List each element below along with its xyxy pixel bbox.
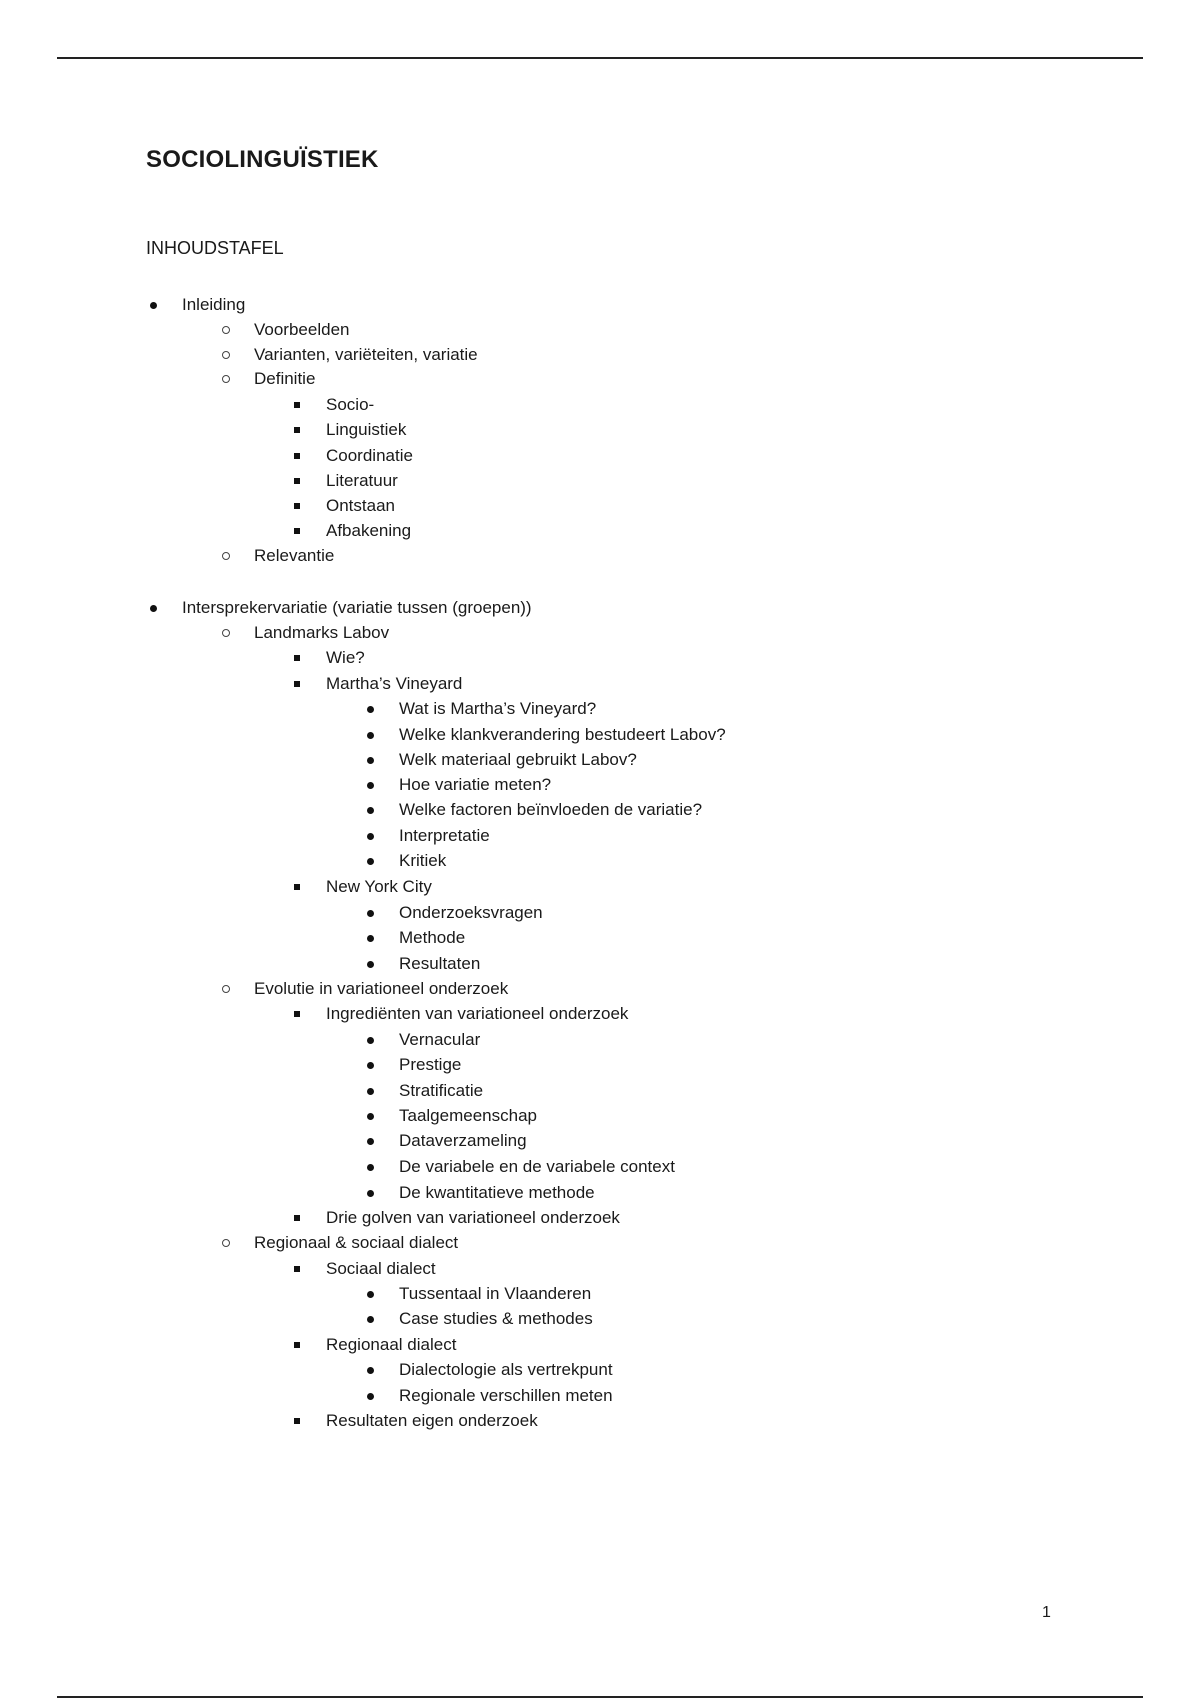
toc-item xyxy=(254,977,508,1001)
toc-item-label: Intersprekervariatie (variatie tussen (groepen)) xyxy=(182,598,532,617)
disc-bullet-icon xyxy=(150,605,157,612)
toc-item xyxy=(182,596,532,620)
toc-item xyxy=(399,798,702,822)
square-bullet-icon xyxy=(294,1418,300,1424)
toc-item xyxy=(399,824,490,848)
disc-bullet-icon xyxy=(367,1367,374,1374)
toc-item xyxy=(254,1231,458,1255)
toc-item-label: Dataverzameling xyxy=(399,1131,527,1150)
toc-item-label: Literatuur xyxy=(326,471,398,490)
toc-item-label: Resultaten xyxy=(399,954,481,973)
toc-heading: INHOUDSTAFEL xyxy=(146,238,284,258)
toc-item xyxy=(254,544,334,568)
circle-bullet-icon xyxy=(222,629,230,637)
toc-item-label: Regionaal & sociaal dialect xyxy=(254,1233,459,1252)
toc-item xyxy=(399,773,551,797)
toc-item-label: Socio- xyxy=(326,395,375,414)
disc-bullet-icon xyxy=(367,910,374,917)
disc-bullet-icon xyxy=(367,1037,374,1044)
toc-item-label: Case studies & methodes xyxy=(399,1309,593,1328)
disc-bullet-icon xyxy=(367,1088,374,1095)
toc-item xyxy=(399,952,480,976)
toc-item xyxy=(326,875,432,899)
square-bullet-icon xyxy=(294,1215,300,1221)
toc-item-label: Ontstaan xyxy=(326,496,395,515)
square-bullet-icon xyxy=(294,528,300,534)
toc-item xyxy=(254,621,389,645)
toc-item-label: New York City xyxy=(326,877,432,896)
square-bullet-icon xyxy=(294,1011,300,1017)
toc-item xyxy=(182,293,245,317)
toc-item xyxy=(326,418,406,442)
square-bullet-icon xyxy=(294,1342,300,1348)
circle-bullet-icon xyxy=(222,326,230,334)
toc-item-label: Resultaten eigen onderzoek xyxy=(326,1411,538,1430)
disc-bullet-icon xyxy=(367,1062,374,1069)
circle-bullet-icon xyxy=(222,985,230,993)
disc-bullet-icon xyxy=(367,1291,374,1298)
toc-item-label: Dialectologie als vertrekpunt xyxy=(399,1360,613,1379)
square-bullet-icon xyxy=(294,427,300,433)
square-bullet-icon xyxy=(294,884,300,890)
toc-item-label: Linguistiek xyxy=(326,420,407,439)
toc-item xyxy=(399,926,465,950)
toc-item-label: Definitie xyxy=(254,369,316,388)
square-bullet-icon xyxy=(294,503,300,509)
toc-item xyxy=(399,849,446,873)
toc-item-label: Welk materiaal gebruikt Labov? xyxy=(399,750,637,769)
toc-item xyxy=(399,748,637,772)
toc-item xyxy=(326,1257,436,1281)
toc-item-label: Martha’s Vineyard xyxy=(326,674,463,693)
toc-item xyxy=(326,444,413,468)
toc-item-label: Wat is Martha’s Vineyard? xyxy=(399,699,597,718)
toc-item xyxy=(326,646,365,670)
toc-item-label: Drie golven van variationeel onderzoek xyxy=(326,1208,620,1227)
toc-item-label: Regionale verschillen meten xyxy=(399,1386,613,1405)
disc-bullet-icon xyxy=(367,1190,374,1197)
toc-item xyxy=(399,1155,675,1179)
disc-bullet-icon xyxy=(367,757,374,764)
toc-item xyxy=(399,1358,613,1382)
toc-item-label: Ingrediënten van variationeel onderzoek xyxy=(326,1004,629,1023)
toc-item xyxy=(399,723,726,747)
toc-item xyxy=(326,494,395,518)
toc-item xyxy=(326,519,411,543)
toc-item-label: Welke klankverandering bestudeert Labov? xyxy=(399,725,726,744)
toc-item-label: Afbakening xyxy=(326,521,412,540)
square-bullet-icon xyxy=(294,453,300,459)
square-bullet-icon xyxy=(294,1266,300,1272)
toc-item-label: Welke factoren beïnvloeden de variatie? xyxy=(399,800,703,819)
toc-item xyxy=(399,1384,613,1408)
toc-item xyxy=(399,901,543,925)
disc-bullet-icon xyxy=(367,1393,374,1400)
disc-bullet-icon xyxy=(150,302,157,309)
toc-item xyxy=(399,1282,591,1306)
toc-item-label: Taalgemeenschap xyxy=(399,1106,537,1125)
disc-bullet-icon xyxy=(367,1113,374,1120)
disc-bullet-icon xyxy=(367,1316,374,1323)
toc-item-label: Hoe variatie meten? xyxy=(399,775,552,794)
circle-bullet-icon xyxy=(222,351,230,359)
toc-item-label: Interpretatie xyxy=(399,826,490,845)
document-title: SOCIOLINGUÏSTIEK xyxy=(146,146,379,173)
disc-bullet-icon xyxy=(367,935,374,942)
disc-bullet-icon xyxy=(367,833,374,840)
toc-item xyxy=(399,1181,595,1205)
toc-item xyxy=(399,1129,527,1153)
square-bullet-icon xyxy=(294,478,300,484)
page-number: 1 xyxy=(1042,1604,1051,1621)
toc-item-label: Inleiding xyxy=(182,295,246,314)
disc-bullet-icon xyxy=(367,961,374,968)
disc-bullet-icon xyxy=(367,1138,374,1145)
square-bullet-icon xyxy=(294,402,300,408)
toc-item xyxy=(254,367,315,391)
toc-item-label: Varianten, variëteiten, variatie xyxy=(254,345,478,364)
disc-bullet-icon xyxy=(367,782,374,789)
toc-item xyxy=(326,1206,620,1230)
toc-item-label: Prestige xyxy=(399,1055,462,1074)
toc-item-label: De variabele en de variabele context xyxy=(399,1157,675,1176)
toc-item-label: Relevantie xyxy=(254,546,335,565)
toc-item xyxy=(399,1028,480,1052)
toc-item-label: Onderzoeksvragen xyxy=(399,903,543,922)
toc-item-label: Wie? xyxy=(326,648,365,667)
toc-item-label: Kritiek xyxy=(399,851,447,870)
toc-item xyxy=(326,1409,538,1433)
square-bullet-icon xyxy=(294,681,300,687)
top-rule xyxy=(57,57,1143,59)
toc-item xyxy=(399,1307,593,1331)
toc-item xyxy=(254,343,478,367)
toc-item-label: De kwantitatieve methode xyxy=(399,1183,595,1202)
bottom-rule xyxy=(57,1696,1143,1698)
disc-bullet-icon xyxy=(367,1164,374,1171)
toc-item xyxy=(326,1002,628,1026)
toc-item xyxy=(399,1104,537,1128)
disc-bullet-icon xyxy=(367,858,374,865)
toc-item-label: Landmarks Labov xyxy=(254,623,390,642)
circle-bullet-icon xyxy=(222,375,230,383)
circle-bullet-icon xyxy=(222,1239,230,1247)
toc-item xyxy=(326,469,398,493)
toc-item xyxy=(399,697,596,721)
toc-item-label: Coordinatie xyxy=(326,446,413,465)
toc-item xyxy=(254,318,349,342)
toc-item-label: Voorbeelden xyxy=(254,320,350,339)
disc-bullet-icon xyxy=(367,732,374,739)
toc-item xyxy=(326,393,374,417)
toc-item-label: Stratificatie xyxy=(399,1081,484,1100)
toc-item xyxy=(326,672,462,696)
disc-bullet-icon xyxy=(367,706,374,713)
toc-item-label: Tussentaal in Vlaanderen xyxy=(399,1284,592,1303)
toc-item-label: Vernacular xyxy=(399,1030,481,1049)
toc-item xyxy=(326,1333,456,1357)
square-bullet-icon xyxy=(294,655,300,661)
toc-item-label: Sociaal dialect xyxy=(326,1259,436,1278)
disc-bullet-icon xyxy=(367,807,374,814)
toc-item xyxy=(399,1053,461,1077)
toc-item xyxy=(399,1079,483,1103)
toc-item-label: Evolutie in variationeel onderzoek xyxy=(254,979,509,998)
circle-bullet-icon xyxy=(222,552,230,560)
toc-item-label: Methode xyxy=(399,928,466,947)
toc-item-label: Regionaal dialect xyxy=(326,1335,457,1354)
